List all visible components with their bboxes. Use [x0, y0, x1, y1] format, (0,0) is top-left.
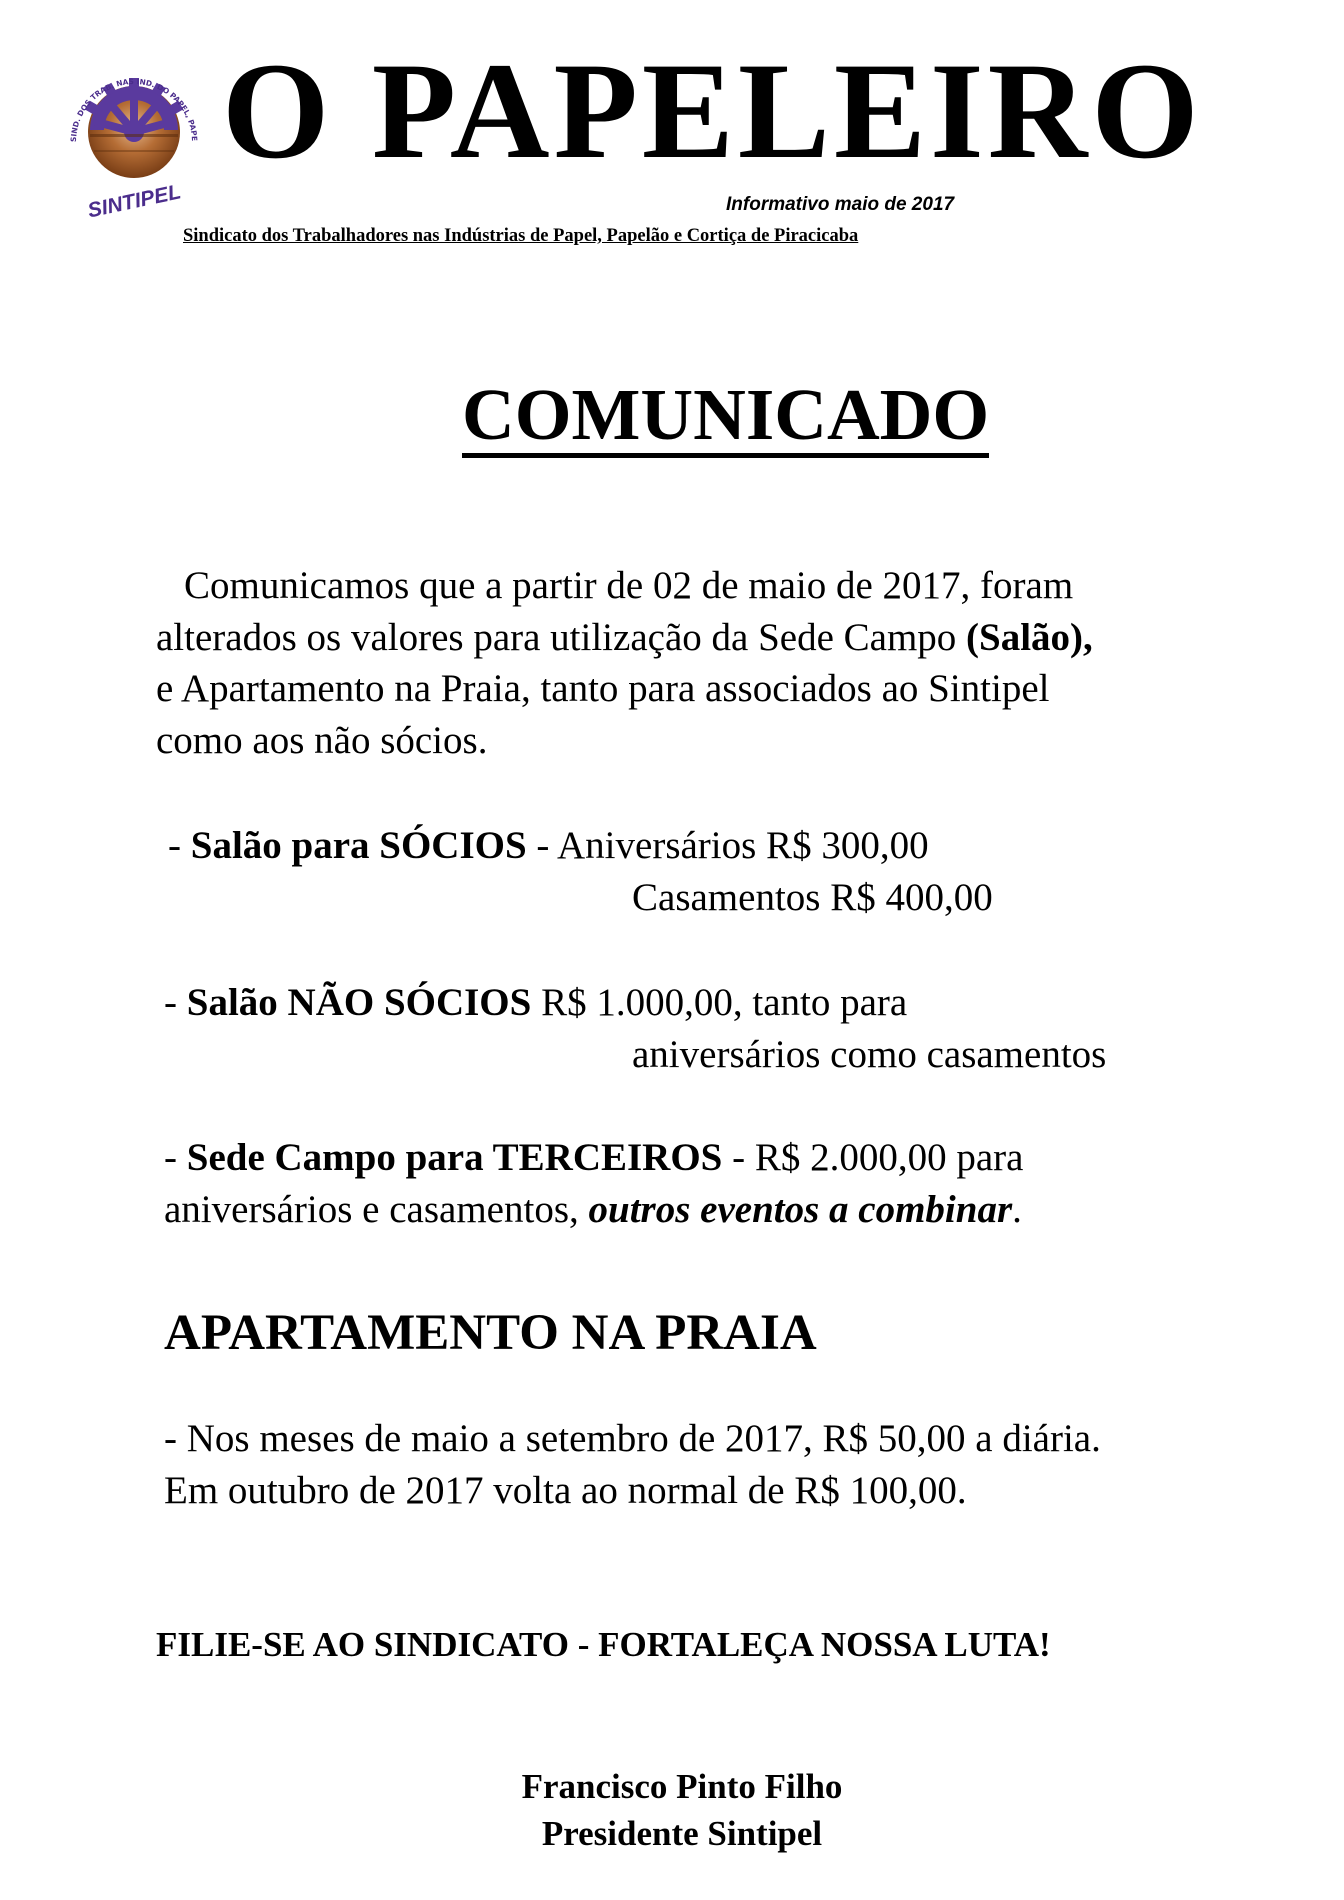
- item-dash: -: [164, 981, 187, 1024]
- apartment-line: Em outubro de 2017 volta ao normal de R$ 100,00.: [164, 1468, 967, 1512]
- section-heading-apartment: APARTAMENTO NA PRAIA: [164, 1305, 817, 1361]
- apartment-paragraph: [164, 1413, 1101, 1516]
- price-line: Casamentos R$ 400,00: [632, 875, 993, 919]
- page-title: COMUNICADO: [462, 378, 989, 458]
- sintipel-logo: [56, 50, 212, 220]
- signature-block: [0, 1763, 1344, 1857]
- logo-ring-text: SIND. DOS TRAB. NAS IND. DO PAPEL, PAPE: [68, 76, 200, 143]
- item-label: Sede Campo para TERCEIROS: [186, 1136, 723, 1179]
- intro-paragraph: [156, 560, 1093, 766]
- price-line: [164, 1184, 1023, 1236]
- intro-line: [156, 612, 1093, 664]
- item-dash: -: [164, 1136, 187, 1179]
- signature-name: Francisco Pinto Filho: [521, 1767, 843, 1806]
- masthead-title: O PAPELEIRO: [222, 34, 1203, 187]
- item-separator: -: [526, 824, 558, 867]
- item-text: aniversários e casamentos,: [164, 1187, 589, 1231]
- item-price: - R$ 2.000,00 para: [722, 1136, 1024, 1179]
- intro-line: e Apartamento na Praia, tanto para associados ao Sintipel: [156, 667, 1050, 710]
- item-price: R$ 1.000,00, tanto para: [531, 981, 908, 1024]
- apartment-line: - Nos meses de maio a setembro de 2017, R$ 50,00 a diária.: [164, 1417, 1101, 1460]
- intro-line: Comunicamos que a partir de 02 de maio de 2017, foram: [184, 564, 1074, 607]
- item-dash: -: [168, 824, 191, 867]
- item-period: .: [1012, 1187, 1022, 1231]
- edition-label: Informativo maio de 2017: [726, 194, 955, 215]
- intro-line-text: alterados os valores para utilização da Sede Campo: [156, 615, 967, 659]
- price-line: [168, 820, 993, 872]
- item-note: outros eventos a combinar: [588, 1187, 1013, 1231]
- signature-role: Presidente Sintipel: [541, 1814, 823, 1853]
- price-item-nao-socios: [164, 977, 1106, 1080]
- price-line: aniversários como casamentos: [632, 1032, 1107, 1076]
- price-line: [164, 977, 1106, 1029]
- logo-wordmark: SINTIPEL: [85, 180, 183, 220]
- item-price: Aniversários R$ 300,00: [557, 824, 929, 867]
- union-name: Sindicato dos Trabalhadores nas Indústrias de Papel, Papelão e Cortiça de Piracicaba: [183, 226, 859, 246]
- item-label: Salão para SÓCIOS: [190, 824, 527, 867]
- price-item-terceiros: [164, 1132, 1023, 1235]
- item-label: Salão NÃO SÓCIOS: [186, 981, 532, 1024]
- slogan: FILIE-SE AO SINDICATO - FORTALEÇA NOSSA LUTA!: [156, 1625, 1051, 1664]
- price-item-socios: [168, 820, 993, 923]
- intro-line: como aos não sócios.: [156, 718, 488, 762]
- intro-line-bold: (Salão),: [966, 615, 1093, 659]
- price-line: [164, 1132, 1023, 1184]
